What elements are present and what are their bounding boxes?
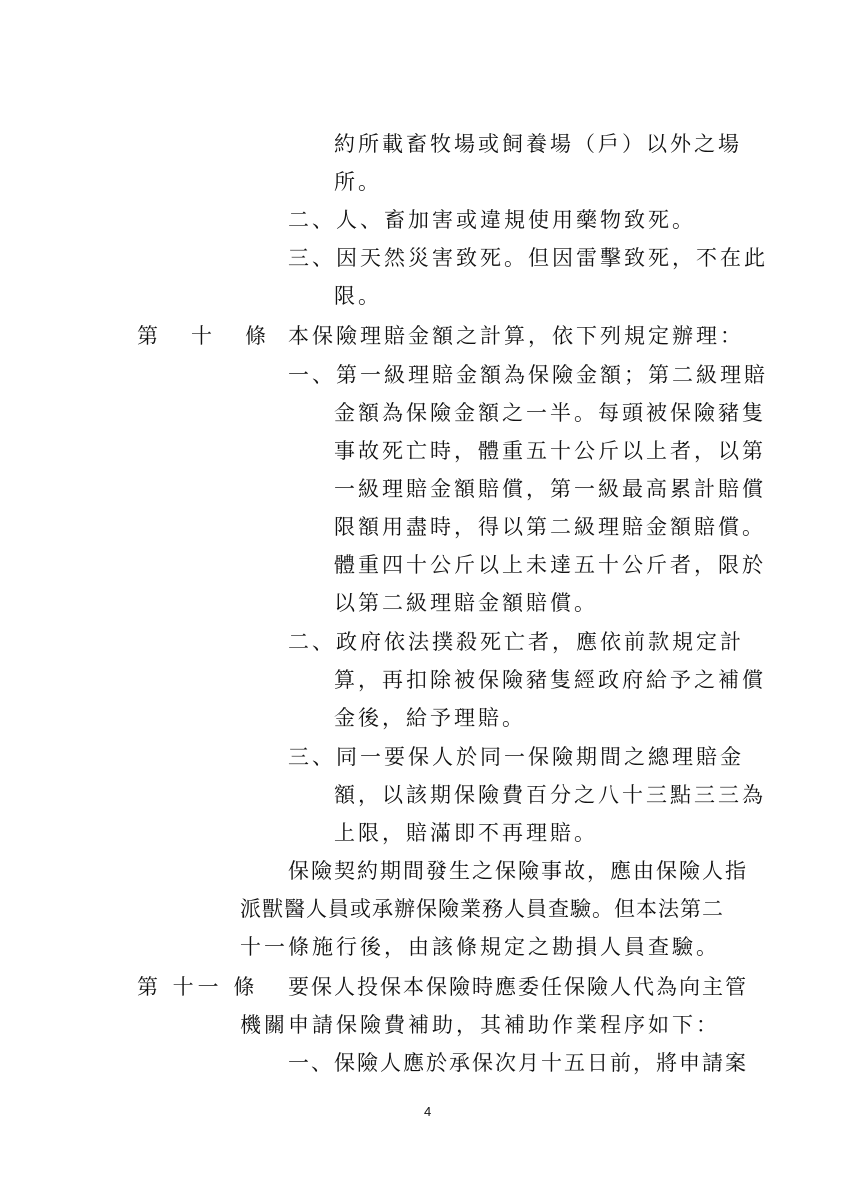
text-line: 二、政府依法撲殺死亡者，應依前款規定計 <box>288 630 744 654</box>
text-line: 以第二級理賠金額賠償。 <box>334 591 598 615</box>
text-line: 限額用盡時，得以第二級理賠金額賠償。 <box>334 515 766 539</box>
text-line: 事故死亡時，體重五十公斤以上者，以第 <box>334 439 766 463</box>
text-line: 二、人、畜加害或違規使用藥物致死。 <box>288 208 696 232</box>
text-line: 金額為保險金額之一半。每頭被保險豬隻 <box>334 401 766 425</box>
text-line: 約所載畜牧場或飼養場（戶）以外之場 <box>334 132 742 156</box>
text-line: 一、第一級理賠金額為保險金額；第二級理賠 <box>288 363 768 387</box>
text-line: 要保人投保本保險時應委任保險人代為向主管 <box>288 975 748 999</box>
text-line: 算，再扣除被保險豬隻經政府給予之補償 <box>334 668 766 692</box>
text-line: 一、保險人應於承保次月十五日前，將申請案 <box>288 1051 748 1075</box>
text-line: 所。 <box>334 170 382 194</box>
text-line: 金後，給予理賠。 <box>334 706 526 730</box>
text-line: 三、因天然災害致死。但因雷擊致死，不在此 <box>288 246 768 270</box>
text-line: 體重四十公斤以上未達五十公斤者，限於 <box>334 553 766 577</box>
text-line: 本保險理賠金額之計算，依下列規定辦理： <box>288 324 744 348</box>
text-line: 額，以該期保險費百分之八十三點三三為 <box>334 783 766 807</box>
text-line: 限。 <box>334 284 382 308</box>
text-line: 上限，賠滿即不再理賠。 <box>334 821 598 845</box>
text-line: 保險契約期間發生之保險事故，應由保險人指 <box>288 859 748 883</box>
text-line: 機關申請保險費補助，其補助作業程序如下： <box>240 1013 720 1037</box>
article-11-heading: 第 十一 條 <box>137 975 259 999</box>
text-line: 一級理賠金額賠償，第一級最高累計賠償 <box>334 477 766 501</box>
text-line: 派獸醫人員或承辦保險業務人員查驗。但本法第二 <box>240 897 724 921</box>
page-number: 4 <box>424 1104 432 1119</box>
text-line: 三、同一要保人於同一保險期間之總理賠金 <box>288 745 744 769</box>
article-10-heading: 第 十 條 <box>137 324 272 348</box>
text-line: 十一條施行後，由該條規定之勘損人員查驗。 <box>240 935 720 959</box>
